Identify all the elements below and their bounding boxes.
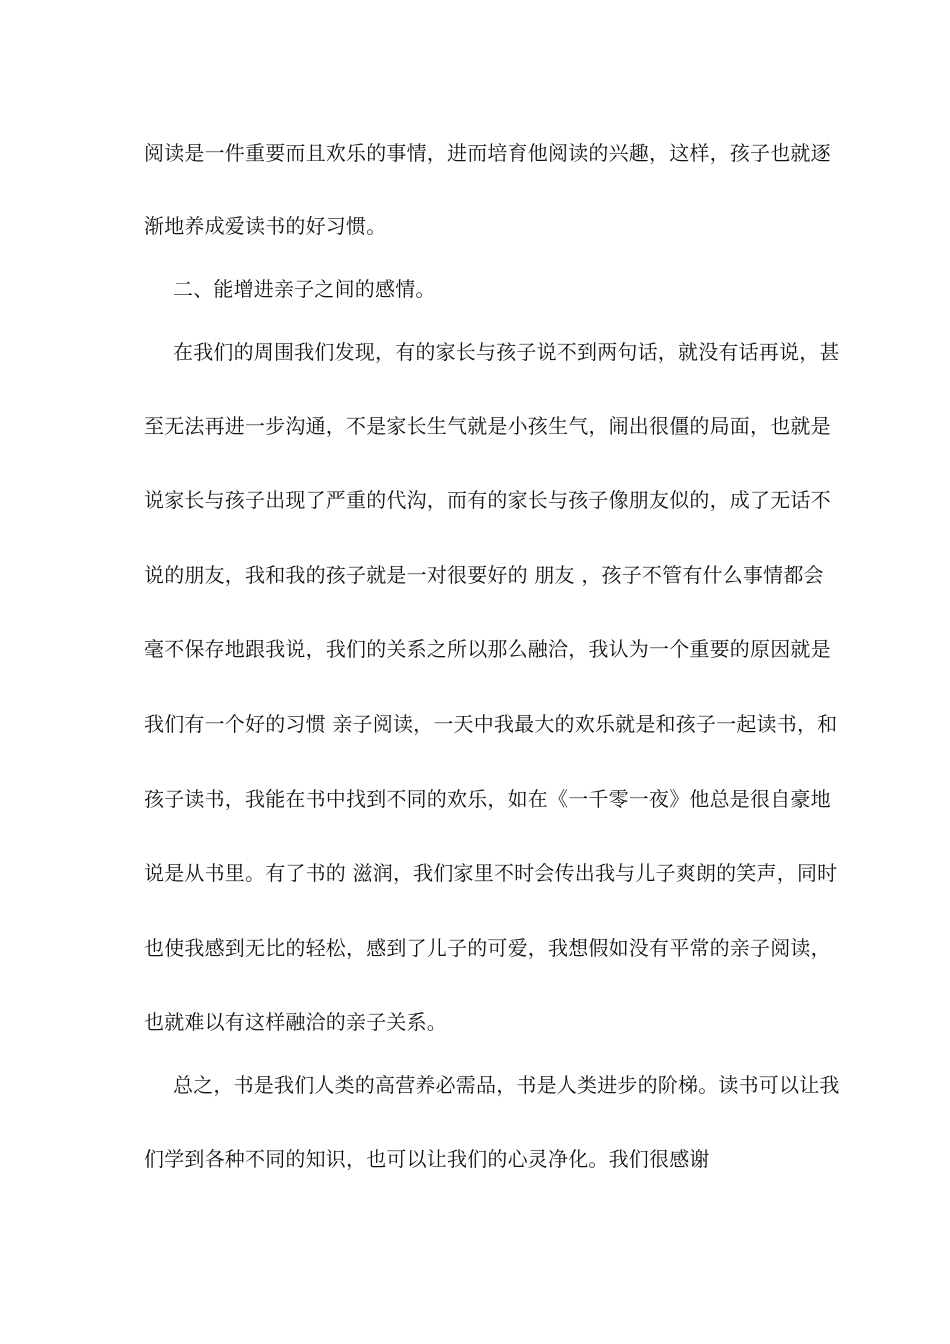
text-line: 总之，书是我们人类的高营养必需品，书是人类进步的阶梯。读书可以让我: [173, 1073, 840, 1097]
text-line: 毫不保存地跟我说，我们的关系之所以那么融洽，我认为一个重要的原因就是: [144, 637, 831, 661]
text-line: 至无法再进一步沟通，不是家长生气就是小孩生气，闹出很僵的局面，也就是: [144, 414, 831, 438]
text-line: 在我们的周围我们发现，有的家长与孩子说不到两句话，就没有话再说，甚: [173, 340, 840, 364]
section-heading: 二、能增进亲子之间的感情。: [173, 277, 436, 301]
text-line: 渐地养成爱读书的好习惯。: [144, 214, 387, 238]
text-line: 我们有一个好的习惯 亲子阅读，一天中我最大的欢乐就是和孩子一起读书，和: [144, 712, 838, 736]
text-line: 也使我感到无比的轻松，感到了儿子的可爱，我想假如没有平常的亲子阅读，: [144, 936, 831, 960]
text-line: 说家长与孩子出现了严重的代沟，而有的家长与孩子像朋友似的，成了无话不: [144, 488, 831, 512]
text-line: 说的朋友，我和我的孩子就是一对很要好的 朋友 ，孩子不管有什么事情都会: [144, 563, 824, 587]
text-line: 说是从书里。有了书的 滋润，我们家里不时会传出我与儿子爽朗的笑声，同时: [144, 861, 838, 885]
text-line: 孩子读书，我能在书中找到不同的欢乐，如在《一千零一夜》他总是很自豪地: [144, 787, 831, 811]
text-line: 阅读是一件重要而且欢乐的事情，进而培育他阅读的兴趣，这样，孩子也就逐: [144, 141, 831, 165]
text-line: 们学到各种不同的知识，也可以让我们的心灵净化。我们很感谢: [144, 1147, 710, 1171]
text-line: 也就难以有这样融洽的亲子关系。: [144, 1010, 447, 1034]
